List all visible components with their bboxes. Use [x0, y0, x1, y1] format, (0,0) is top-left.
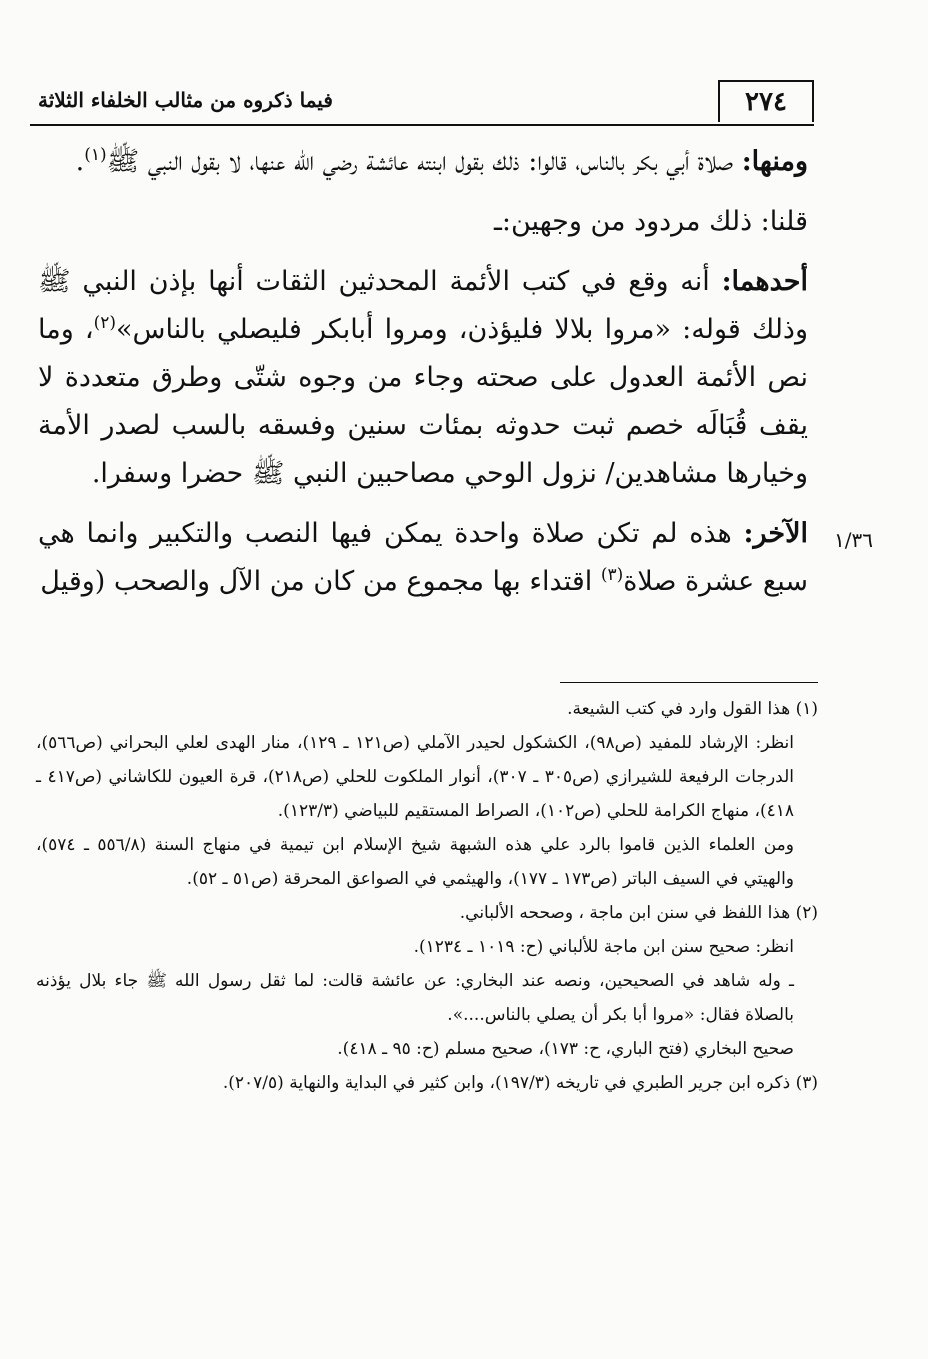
margin-note: ١/٣٦: [834, 528, 873, 552]
footnote-2-witness: ـ وله شاهد في الصحيحين، ونصه عند البخاري: عن عائشة قالت: لما ثقل رسول الله ﷺ جاء بلال يؤذنه بالصلاة فقال: «مروا أبا بكر أن يصلي بالناس....».: [36, 971, 794, 1025]
footnote-1-rebuttals: ومن العلماء الذين قاموا بالرد علي هذه الشبهة شيخ الإسلام ابن تيمية في منهاج السنة (٥٥٦/٨ ـ ٥٧٤)، والهيتي في السيف الباتر (ص١٧٣ ـ ١٧٧)، والهيثمي في الصواعق المحرقة (ص٥١ ـ ٥٢).: [36, 835, 794, 889]
paragraph-text-continued: ، وما نص الأئمة العدول على صحته وجاء من وجوه شتّى وطرق متعددة لا يقف قُبَالَه خصم ثبت حدوثه بمئات سنين وفسقه بالسب لصدر الأمة وخيارها مشاهدين/ نزول الوحي مصاحبين النبي ﷺ حضرا وسفرا.: [38, 314, 808, 489]
paragraph-1: [38, 138, 808, 186]
paragraph-text: قلنا: ذلك مردود من وجهين:ـ: [494, 206, 808, 237]
paragraph-lead: ومنها:: [741, 146, 808, 177]
footnote-2: (٢) هذا اللفظ في سنن ابن ماجة ، وصححه الألباني.: [459, 903, 818, 923]
paragraph-4: [38, 510, 808, 606]
footnote-ref: (٣): [600, 565, 624, 585]
footnote-divider: [560, 682, 818, 683]
page-number: ٢٧٤: [718, 80, 814, 122]
running-title: فيما ذكروه من مثالب الخلفاء الثلاثة: [38, 88, 333, 112]
footnote-ref: (٢): [93, 313, 117, 333]
paragraph-text: هذه لم تكن صلاة واحدة يمكن فيها النصب والتكبير وانما هي سبع عشرة صلاة: [38, 518, 808, 597]
paragraph-end: .: [75, 146, 85, 177]
paragraph-text: صلاة أبي بكر بالناس، قالوا: ذلك بقول ابنته عائشة رضي الله عنها، لا بقول النبي ﷺ: [106, 146, 742, 177]
footnote-3: (٣) ذكره ابن جرير الطبري في تاريخه (١٩٧/٣)، وابن كثير في البداية والنهاية (٢٠٧/٥).: [222, 1073, 818, 1093]
paragraph-text-continued: اقتداء بها مجموع من كان من الآل والصحب (وقيل: [40, 566, 601, 597]
footnote-ref: (١): [84, 145, 107, 165]
footnotes: [36, 692, 818, 1100]
footnote-1: (١) هذا القول وارد في كتب الشيعة.: [567, 699, 818, 719]
paragraph-2: [38, 198, 808, 246]
footnote-2-references: صحيح البخاري (فتح الباري، ح: ١٧٣)، صحيح مسلم (ح: ٩٥ ـ ٤١٨).: [337, 1039, 794, 1059]
footnote-2-source: انظر: صحيح سنن ابن ماجة للألباني (ح: ١٠١٩ ـ ١٢٣٤).: [413, 937, 794, 957]
footnote-1-sources: انظر: الإرشاد للمفيد (ص٩٨)، الكشكول لحيدر الآملي (ص١٢١ ـ ١٢٩)، منار الهدى لعلي البحراني (ص٥٦٦)، الدرجات الرفيعة للشيرازي (ص٣٠٥ ـ ٣٠٧)، أنوار الملكوت للحلي (ص٢١٨)، قرة العيون للكاشاني (ص٤١٧ ـ ٤١٨)، منهاج الكرامة للحلي (ص١٠٢)، الصراط المستقيم للبياضي (١٢٣/٣).: [36, 733, 794, 821]
page-header: [30, 78, 814, 126]
main-text: [38, 138, 808, 618]
paragraph-text: أنه وقع في كتب الأئمة المحدثين الثقات أنها بإذن النبي ﷺ وذلك قوله: «مروا بلالا فليؤذن، ومروا أبابكر فليصلي بالناس»: [38, 266, 808, 345]
paragraph-lead: أحدهما:: [721, 266, 808, 297]
paragraph-lead: الآخر:: [743, 518, 808, 549]
paragraph-3: [38, 258, 808, 498]
